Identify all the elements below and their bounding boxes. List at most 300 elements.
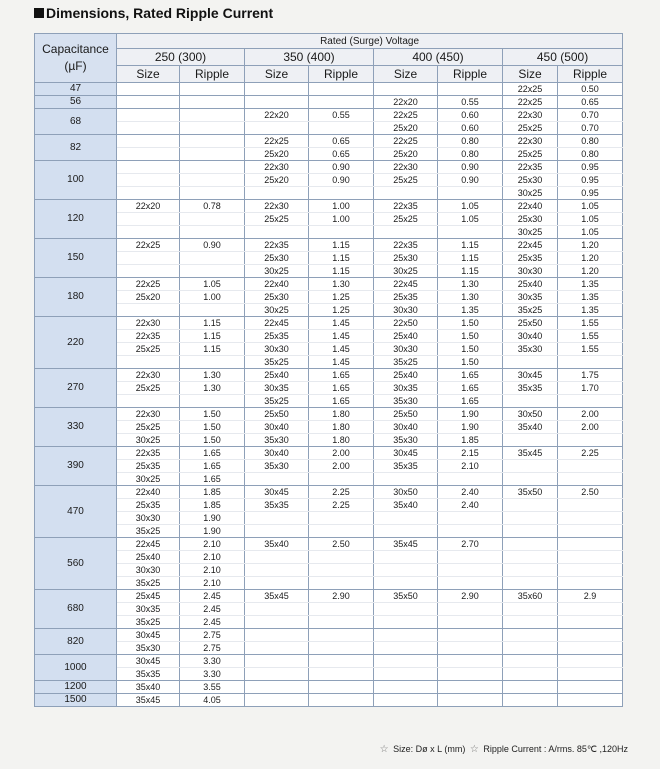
ripple-cell — [180, 174, 245, 187]
size-cell: 22x25 — [117, 239, 180, 252]
capacitance-cell: 220 — [35, 317, 117, 369]
size-cell — [503, 473, 558, 486]
ripple-cell — [309, 616, 374, 629]
ripple-cell: 2.75 — [180, 642, 245, 655]
size-cell — [245, 681, 309, 694]
ripple-cell: 2.90 — [438, 590, 503, 603]
size-cell: 25x25 — [117, 382, 180, 395]
ripple-cell: 1.30 — [309, 278, 374, 291]
size-cell — [503, 616, 558, 629]
ripple-cell: 0.90 — [438, 174, 503, 187]
size-cell — [503, 603, 558, 616]
size-cell — [374, 551, 438, 564]
ripple-cell: 1.85 — [180, 486, 245, 499]
capacitance-cell: 56 — [35, 96, 117, 109]
ripple-cell — [438, 473, 503, 486]
ripple-cell: 2.50 — [558, 486, 623, 499]
ripple-cell: 4.05 — [180, 694, 245, 707]
ripple-cell — [438, 564, 503, 577]
size-cell — [503, 629, 558, 642]
ripple-cell: 2.15 — [438, 447, 503, 460]
size-cell — [374, 603, 438, 616]
ripple-cell: 1.30 — [180, 369, 245, 382]
ripple-cell: 1.80 — [309, 434, 374, 447]
ripple-cell: 2.10 — [438, 460, 503, 473]
ripple-cell — [558, 356, 623, 369]
size-cell: 25x35 — [117, 460, 180, 473]
size-cell: 22x45 — [245, 317, 309, 330]
size-cell: 30x35 — [374, 382, 438, 395]
size-cell — [117, 356, 180, 369]
table-row — [35, 655, 623, 668]
size-cell: 22x20 — [374, 96, 438, 109]
size-cell: 35x45 — [245, 590, 309, 603]
size-cell — [374, 655, 438, 668]
size-cell: 30x35 — [503, 291, 558, 304]
ripple-current-table — [34, 33, 623, 707]
size-cell: 22x30 — [245, 200, 309, 213]
ripple-cell: 2.10 — [180, 551, 245, 564]
ripple-cell — [180, 83, 245, 96]
ripple-cell: 2.45 — [180, 590, 245, 603]
ripple-header: Ripple — [180, 66, 245, 83]
ripple-cell: 1.00 — [309, 200, 374, 213]
table-row — [35, 538, 623, 551]
ripple-cell: 1.50 — [438, 343, 503, 356]
ripple-cell: 1.15 — [180, 343, 245, 356]
ripple-cell: 1.05 — [558, 200, 623, 213]
ripple-cell — [438, 616, 503, 629]
size-cell: 22x35 — [117, 447, 180, 460]
ripple-cell: 1.20 — [558, 239, 623, 252]
table-row — [35, 460, 623, 473]
size-cell — [374, 668, 438, 681]
size-cell: 22x40 — [503, 200, 558, 213]
ripple-cell — [180, 265, 245, 278]
size-cell — [374, 512, 438, 525]
size-cell: 25x35 — [117, 499, 180, 512]
ripple-cell — [180, 252, 245, 265]
size-cell: 25x20 — [245, 148, 309, 161]
ripple-cell — [438, 512, 503, 525]
table-row — [35, 239, 623, 252]
size-cell: 22x35 — [245, 239, 309, 252]
capacitance-cell: 820 — [35, 629, 117, 655]
size-cell — [117, 122, 180, 135]
size-cell — [503, 642, 558, 655]
size-cell: 22x25 — [503, 83, 558, 96]
ripple-cell: 1.65 — [180, 447, 245, 460]
table-row — [35, 642, 623, 655]
ripple-cell — [558, 694, 623, 707]
ripple-cell: 1.05 — [180, 278, 245, 291]
table-row — [35, 226, 623, 239]
ripple-cell — [558, 655, 623, 668]
size-cell: 22x50 — [374, 317, 438, 330]
size-cell — [503, 434, 558, 447]
capacitance-cell: 68 — [35, 109, 117, 135]
ripple-cell: 1.15 — [309, 252, 374, 265]
table-row — [35, 109, 623, 122]
table-row — [35, 356, 623, 369]
size-cell: 30x40 — [245, 421, 309, 434]
size-cell: 22x35 — [117, 330, 180, 343]
ripple-cell: 1.65 — [180, 473, 245, 486]
size-cell — [117, 187, 180, 200]
size-cell: 35x50 — [503, 486, 558, 499]
ripple-cell: 2.25 — [309, 486, 374, 499]
ripple-cell: 1.30 — [438, 291, 503, 304]
table-row — [35, 317, 623, 330]
ripple-cell — [558, 525, 623, 538]
ripple-cell: 1.85 — [180, 499, 245, 512]
size-cell: 35x25 — [245, 356, 309, 369]
size-cell — [374, 564, 438, 577]
ripple-cell: 1.05 — [438, 200, 503, 213]
size-cell — [245, 564, 309, 577]
size-cell: 25x25 — [117, 421, 180, 434]
size-cell: 30x30 — [374, 343, 438, 356]
size-cell: 25x45 — [117, 590, 180, 603]
ripple-cell — [438, 187, 503, 200]
ripple-cell — [180, 356, 245, 369]
ripple-note: Ripple Current : A/rms. 85℃ ,120Hz — [483, 744, 628, 754]
size-cell: 22x25 — [245, 135, 309, 148]
size-cell — [374, 681, 438, 694]
size-cell: 35x45 — [374, 538, 438, 551]
size-cell: 22x45 — [374, 278, 438, 291]
ripple-cell — [309, 96, 374, 109]
size-cell: 35x50 — [374, 590, 438, 603]
ripple-cell — [558, 668, 623, 681]
table-row — [35, 447, 623, 460]
ripple-cell: 1.30 — [180, 382, 245, 395]
ripple-cell: 0.65 — [309, 148, 374, 161]
size-cell — [117, 109, 180, 122]
ripple-cell: 1.55 — [558, 317, 623, 330]
size-cell: 35x40 — [374, 499, 438, 512]
size-cell: 35x40 — [503, 421, 558, 434]
size-cell: 22x35 — [503, 161, 558, 174]
ripple-cell — [438, 577, 503, 590]
ripple-cell: 0.90 — [180, 239, 245, 252]
ripple-cell: 0.95 — [558, 174, 623, 187]
size-cell: 30x45 — [503, 369, 558, 382]
ripple-cell: 0.50 — [558, 83, 623, 96]
size-cell: 30x40 — [245, 447, 309, 460]
table-row — [35, 395, 623, 408]
star-outline-icon: ☆ — [469, 744, 479, 755]
ripple-cell: 1.05 — [438, 213, 503, 226]
ripple-cell — [558, 512, 623, 525]
voltage-header-450: 450 (500) — [503, 49, 623, 66]
size-cell — [374, 525, 438, 538]
capacitance-cell: 680 — [35, 590, 117, 629]
ripple-cell: 0.70 — [558, 109, 623, 122]
size-cell — [245, 629, 309, 642]
size-cell — [245, 83, 309, 96]
size-cell — [503, 538, 558, 551]
capacitance-cell: 470 — [35, 486, 117, 538]
ripple-cell — [309, 681, 374, 694]
ripple-cell — [438, 655, 503, 668]
size-cell: 22x45 — [503, 239, 558, 252]
table-row — [35, 590, 623, 603]
ripple-cell — [309, 642, 374, 655]
size-cell: 30x50 — [374, 486, 438, 499]
size-cell: 35x30 — [503, 343, 558, 356]
size-cell — [245, 655, 309, 668]
ripple-cell — [309, 577, 374, 590]
size-cell — [503, 577, 558, 590]
size-cell: 35x25 — [117, 525, 180, 538]
size-cell: 25x50 — [245, 408, 309, 421]
capacitance-cell: 82 — [35, 135, 117, 161]
size-cell: 30x50 — [503, 408, 558, 421]
size-cell — [245, 226, 309, 239]
size-cell: 25x35 — [374, 291, 438, 304]
size-cell: 25x40 — [374, 369, 438, 382]
size-cell: 35x25 — [503, 304, 558, 317]
size-cell — [245, 512, 309, 525]
ripple-cell: 2.40 — [438, 486, 503, 499]
ripple-cell: 2.10 — [180, 564, 245, 577]
table-row — [35, 174, 623, 187]
size-cell: 30x25 — [245, 304, 309, 317]
ripple-cell — [309, 694, 374, 707]
size-cell — [117, 265, 180, 278]
table-row — [35, 499, 623, 512]
ripple-cell — [309, 122, 374, 135]
size-cell: 25x20 — [374, 122, 438, 135]
ripple-cell: 1.15 — [438, 239, 503, 252]
size-cell — [245, 187, 309, 200]
capacitance-cell: 270 — [35, 369, 117, 408]
ripple-cell — [438, 226, 503, 239]
ripple-cell: 0.80 — [438, 148, 503, 161]
ripple-cell — [180, 122, 245, 135]
size-header: Size — [245, 66, 309, 83]
ripple-cell — [180, 213, 245, 226]
size-cell — [117, 135, 180, 148]
ripple-cell: 1.65 — [438, 369, 503, 382]
size-cell — [374, 187, 438, 200]
footnote — [378, 744, 628, 755]
ripple-cell: 1.70 — [558, 382, 623, 395]
size-cell: 25x50 — [374, 408, 438, 421]
size-cell — [503, 694, 558, 707]
ripple-cell: 1.80 — [309, 421, 374, 434]
ripple-cell: 1.15 — [438, 265, 503, 278]
size-cell: 35x60 — [503, 590, 558, 603]
size-cell: 30x25 — [117, 473, 180, 486]
ripple-cell: 2.9 — [558, 590, 623, 603]
table-row — [35, 577, 623, 590]
ripple-cell — [558, 460, 623, 473]
ripple-cell: 2.00 — [309, 447, 374, 460]
size-cell: 22x40 — [245, 278, 309, 291]
ripple-cell: 1.65 — [309, 382, 374, 395]
size-cell: 30x45 — [117, 629, 180, 642]
size-cell: 35x30 — [374, 434, 438, 447]
ripple-cell: 1.35 — [558, 278, 623, 291]
capacitance-cell: 180 — [35, 278, 117, 317]
ripple-cell: 1.20 — [558, 265, 623, 278]
ripple-cell — [309, 512, 374, 525]
ripple-cell: 2.10 — [180, 577, 245, 590]
size-cell — [374, 83, 438, 96]
table-row — [35, 213, 623, 226]
size-cell — [245, 668, 309, 681]
ripple-cell — [558, 564, 623, 577]
ripple-cell: 0.95 — [558, 161, 623, 174]
size-cell — [503, 551, 558, 564]
ripple-cell: 2.90 — [309, 590, 374, 603]
ripple-cell: 1.35 — [438, 304, 503, 317]
size-cell — [374, 642, 438, 655]
ripple-cell — [438, 681, 503, 694]
size-cell: 35x35 — [245, 499, 309, 512]
size-cell — [245, 473, 309, 486]
table-row — [35, 434, 623, 447]
ripple-cell: 2.25 — [309, 499, 374, 512]
size-cell: 25x20 — [245, 174, 309, 187]
size-cell: 30x40 — [374, 421, 438, 434]
size-cell: 25x30 — [503, 174, 558, 187]
size-header: Size — [117, 66, 180, 83]
ripple-cell: 1.45 — [309, 356, 374, 369]
size-cell: 35x35 — [117, 668, 180, 681]
size-cell — [117, 83, 180, 96]
table-row — [35, 278, 623, 291]
size-cell: 25x50 — [503, 317, 558, 330]
size-cell — [117, 213, 180, 226]
size-cell: 25x30 — [245, 291, 309, 304]
size-cell: 30x30 — [117, 564, 180, 577]
size-cell: 25x35 — [503, 252, 558, 265]
size-note: Size: Dø x L (mm) — [393, 744, 466, 754]
ripple-cell: 1.35 — [558, 304, 623, 317]
ripple-cell — [558, 434, 623, 447]
size-cell: 22x20 — [245, 109, 309, 122]
size-cell: 25x25 — [245, 213, 309, 226]
ripple-cell: 0.95 — [558, 187, 623, 200]
ripple-cell — [558, 473, 623, 486]
ripple-cell — [558, 629, 623, 642]
table-row — [35, 343, 623, 356]
table-row — [35, 681, 623, 694]
ripple-cell: 1.90 — [438, 421, 503, 434]
table-row — [35, 265, 623, 278]
ripple-cell: 1.90 — [180, 525, 245, 538]
ripple-cell: 1.65 — [438, 395, 503, 408]
size-cell — [503, 499, 558, 512]
size-cell — [117, 161, 180, 174]
ripple-cell: 1.50 — [438, 330, 503, 343]
ripple-cell — [309, 564, 374, 577]
size-cell: 30x30 — [245, 343, 309, 356]
ripple-cell: 2.25 — [558, 447, 623, 460]
size-cell — [374, 694, 438, 707]
capacitance-cell: 1500 — [35, 694, 117, 707]
capacitance-cell: 100 — [35, 161, 117, 200]
ripple-cell: 1.55 — [558, 343, 623, 356]
ripple-cell: 2.75 — [180, 629, 245, 642]
table-row — [35, 330, 623, 343]
ripple-cell — [438, 525, 503, 538]
size-cell: 25x30 — [503, 213, 558, 226]
ripple-cell: 1.15 — [438, 252, 503, 265]
capacitance-cell: 120 — [35, 200, 117, 239]
size-cell: 30x25 — [503, 226, 558, 239]
size-cell: 30x45 — [374, 447, 438, 460]
size-cell — [503, 460, 558, 473]
ripple-cell — [309, 187, 374, 200]
size-cell: 22x30 — [503, 135, 558, 148]
ripple-cell: 0.90 — [438, 161, 503, 174]
ripple-cell: 2.10 — [180, 538, 245, 551]
table-row — [35, 486, 623, 499]
star-outline-icon: ☆ — [379, 744, 389, 755]
size-cell — [374, 629, 438, 642]
size-cell: 25x20 — [117, 291, 180, 304]
ripple-cell: 2.00 — [558, 408, 623, 421]
size-cell: 30x25 — [245, 265, 309, 278]
capacitance-cell: 390 — [35, 447, 117, 486]
size-cell — [374, 577, 438, 590]
ripple-cell — [180, 109, 245, 122]
ripple-cell: 1.80 — [309, 408, 374, 421]
table-row — [35, 629, 623, 642]
ripple-cell: 0.80 — [558, 135, 623, 148]
ripple-cell: 1.20 — [558, 252, 623, 265]
size-cell: 30x25 — [117, 434, 180, 447]
ripple-cell: 0.60 — [438, 122, 503, 135]
size-cell: 25x25 — [503, 122, 558, 135]
ripple-cell — [180, 304, 245, 317]
size-cell — [503, 681, 558, 694]
table-row — [35, 525, 623, 538]
ripple-cell: 0.60 — [438, 109, 503, 122]
ripple-cell: 2.70 — [438, 538, 503, 551]
ripple-cell: 0.70 — [558, 122, 623, 135]
table-row — [35, 96, 623, 109]
ripple-cell: 1.85 — [438, 434, 503, 447]
size-cell: 35x30 — [374, 395, 438, 408]
size-cell: 22x20 — [117, 200, 180, 213]
ripple-cell: 1.65 — [438, 382, 503, 395]
ripple-cell: 1.50 — [180, 434, 245, 447]
ripple-cell — [558, 681, 623, 694]
ripple-cell: 1.15 — [180, 330, 245, 343]
ripple-cell: 2.45 — [180, 603, 245, 616]
ripple-cell — [309, 655, 374, 668]
size-cell: 30x40 — [503, 330, 558, 343]
ripple-cell — [180, 135, 245, 148]
size-cell: 22x25 — [374, 109, 438, 122]
ripple-cell: 1.25 — [309, 291, 374, 304]
ripple-cell: 0.55 — [438, 96, 503, 109]
size-cell: 25x25 — [117, 343, 180, 356]
size-cell — [117, 304, 180, 317]
voltage-header-400: 400 (450) — [374, 49, 503, 66]
ripple-cell: 3.55 — [180, 681, 245, 694]
size-cell: 35x45 — [503, 447, 558, 460]
ripple-cell — [438, 83, 503, 96]
size-cell — [245, 603, 309, 616]
ripple-cell — [438, 694, 503, 707]
section-title — [34, 5, 273, 21]
